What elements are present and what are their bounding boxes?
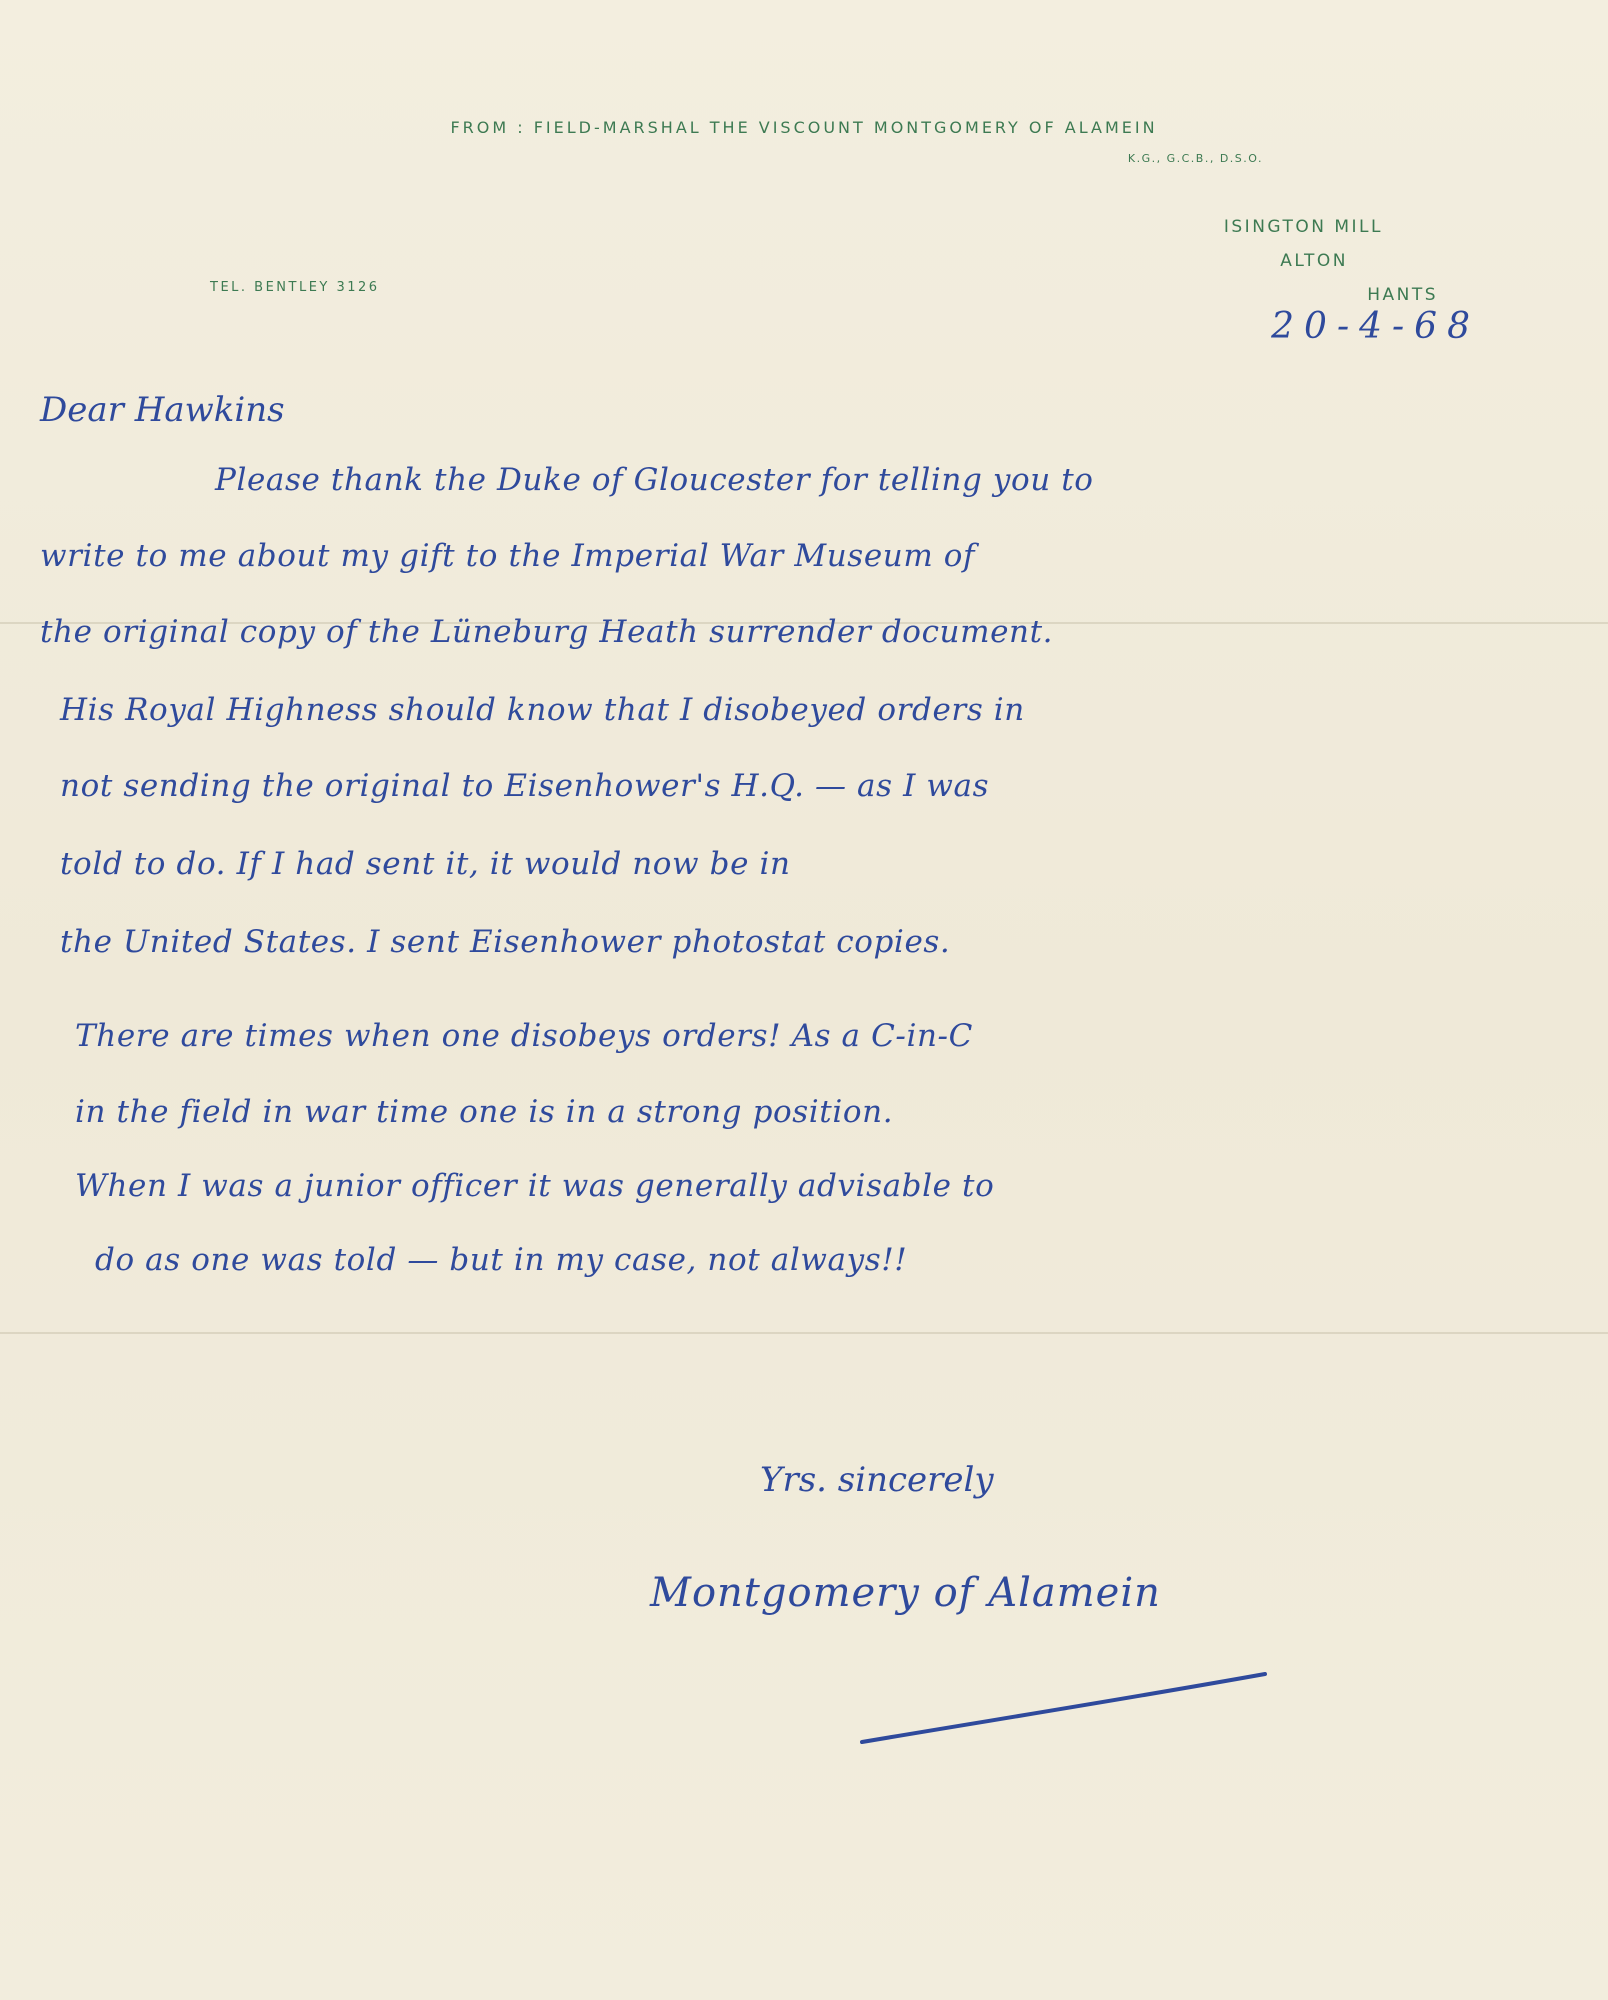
letterhead-honours: K.G., G.C.B., D.S.O.	[1127, 152, 1263, 165]
salutation: Dear Hawkins	[40, 390, 285, 430]
paper-fold-line	[0, 1332, 1608, 1334]
address-line: ALTON	[1280, 251, 1348, 271]
body-line: When I was a junior officer it was generally advisable to	[75, 1168, 995, 1204]
body-line: told to do. If I had sent it, it would now be in	[60, 846, 791, 882]
address-line: HANTS	[1367, 285, 1438, 305]
body-line: Please thank the Duke of Gloucester for telling you to	[215, 462, 1094, 498]
address-line: ISINGTON MILL	[1223, 217, 1383, 237]
body-line: the United States. I sent Eisenhower photostat copies.	[60, 924, 951, 960]
body-line: the original copy of the Lüneburg Heath surrender document.	[40, 614, 1054, 650]
letterhead-address	[1224, 210, 1438, 312]
body-line: in the field in war time one is in a strong position.	[75, 1094, 894, 1130]
closing: Yrs. sincerely	[760, 1460, 994, 1500]
body-line: not sending the original to Eisenhower's H.Q. — as I was	[60, 768, 990, 804]
body-line: write to me about my gift to the Imperial War Museum of	[40, 538, 976, 574]
signature: Montgomery of Alamein	[650, 1570, 1161, 1616]
body-line: There are times when one disobeys orders! As a C-in-C	[75, 1018, 973, 1054]
letterhead-telephone: TEL. BENTLEY 3126	[210, 280, 380, 295]
signature-underline-stroke	[860, 1660, 1280, 1750]
body-line: do as one was told — but in my case, not always!!	[95, 1242, 908, 1278]
letterhead-from: FROM : FIELD-MARSHAL THE VISCOUNT MONTGOMERY OF ALAMEIN	[450, 118, 1158, 137]
body-line: His Royal Highness should know that I disobeyed orders in	[60, 692, 1025, 728]
letter-date: 20-4-68	[1271, 306, 1480, 347]
